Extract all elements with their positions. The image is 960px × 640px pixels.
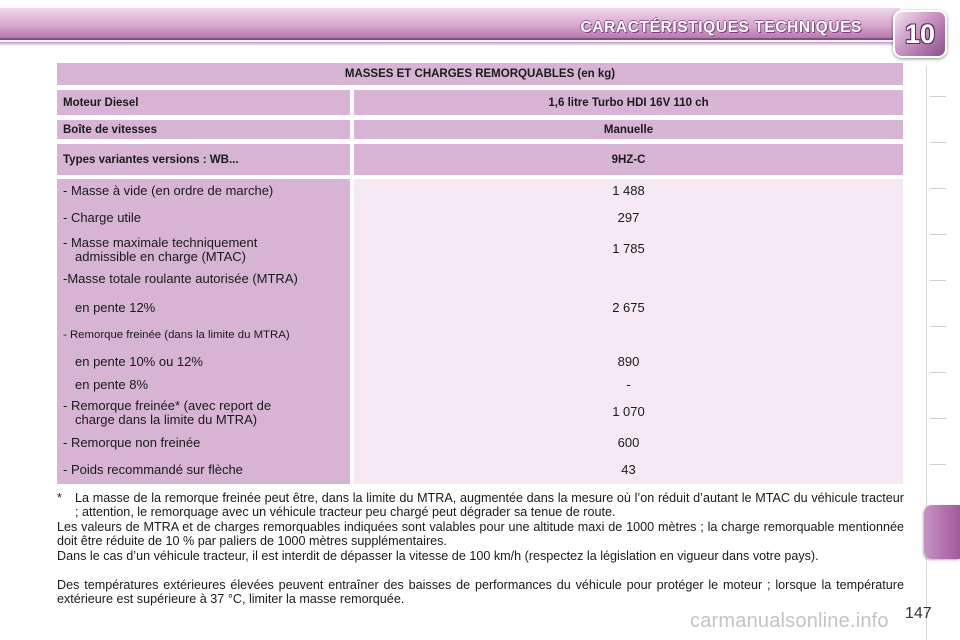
row-value: 1 488 [612,183,645,198]
footnote [57,491,904,519]
header-label: Boîte de vitesses [57,120,350,139]
tab-divider [930,418,946,419]
section-title: CARACTÉRISTIQUES TECHNIQUES [580,19,862,36]
table-header-row [57,90,903,115]
row-value: - [626,377,631,392]
tab-divider [930,188,946,189]
row-label: en pente 10% ou 12% [75,354,203,369]
row-label: -Masse totale roulante autorisée (MTRA) [63,271,298,286]
note-paragraph: Les valeurs de MTRA et de charges remorquables indiquées sont valables pour une altitude maxi de 1000 mètres ; la charge remorquable mentionnée doit être réduite de 10 % par paliers de 1000 mètres supplémentaires. [57,520,904,548]
header-label: Types variantes versions : WB... [57,144,350,175]
row-value: 297 [617,210,640,225]
header-label: Moteur Diesel [57,90,350,115]
page-header [0,0,960,58]
page-number: 147 [905,605,932,622]
row-label-line1: - Remorque freinée* (avec report de [63,398,272,413]
row-label-line1: - Masse maximale techniquement [63,235,258,250]
row-label [63,236,351,264]
row-value: 890 [617,354,640,369]
note-paragraph: Dans le cas d’un véhicule tracteur, il est interdit de dépasser la vitesse de 100 km/h (respectez la législation en vigueur dans votre pays). [57,549,819,563]
tab-divider [930,96,946,97]
row-value: 2 675 [612,300,645,315]
tab-divider [930,372,946,373]
tab-divider [930,326,946,327]
table-title: MASSES ET CHARGES REMORQUABLES (en kg) [57,63,903,85]
tab-divider [930,464,946,465]
row-label: - Remorque freinée (dans la limite du MTRA) [63,329,290,341]
row-label: - Remorque non freinée [63,435,201,450]
header-value: Manuelle [354,120,903,139]
row-label: en pente 12% [75,300,156,315]
tab-divider [930,142,946,143]
row-value: 600 [617,435,640,450]
row-label: - Charge utile [63,210,142,225]
row-label [63,399,351,427]
active-chapter-tab[interactable] [924,505,960,559]
table-header-row [57,144,903,175]
row-label: en pente 8% [75,377,149,392]
row-label: - Poids recommandé sur flèche [63,462,243,477]
row-label-line2: admissible en charge (MTAC) [75,249,246,264]
row-value: 1 785 [612,241,645,256]
table-header-row [57,120,903,139]
header-value: 9HZ-C [354,144,903,175]
row-label: - Masse à vide (en ordre de marche) [63,183,274,198]
header-value: 1,6 litre Turbo HDI 16V 110 ch [354,90,903,115]
footnote-text: La masse de la remorque freinée peut être, dans la limite du MTRA, augmentée dans la mesure où l’on réduit d’autant le MTAC du véhicule tracteur ; attention, le remorquage avec un véhicule tracteur peu chargé peut dégrader sa tenue de route. [75,491,904,519]
row-value: 43 [621,462,636,477]
chapter-number-badge: 10 [893,10,947,58]
watermark: carmanualsonline.info [690,610,889,632]
note-paragraph: Des températures extérieures élevées peuvent entraîner des baisses de performances du véhicule pour protéger le moteur ; lorsque la température extérieure est supérieure à 37 °C, limiter la masse remorquée. [57,578,904,606]
footnote-marker: * [57,491,62,505]
tab-divider [930,280,946,281]
tab-divider [930,234,946,235]
row-label-line2: charge dans la limite du MTRA) [75,412,258,427]
row-value: 1 070 [612,404,645,419]
